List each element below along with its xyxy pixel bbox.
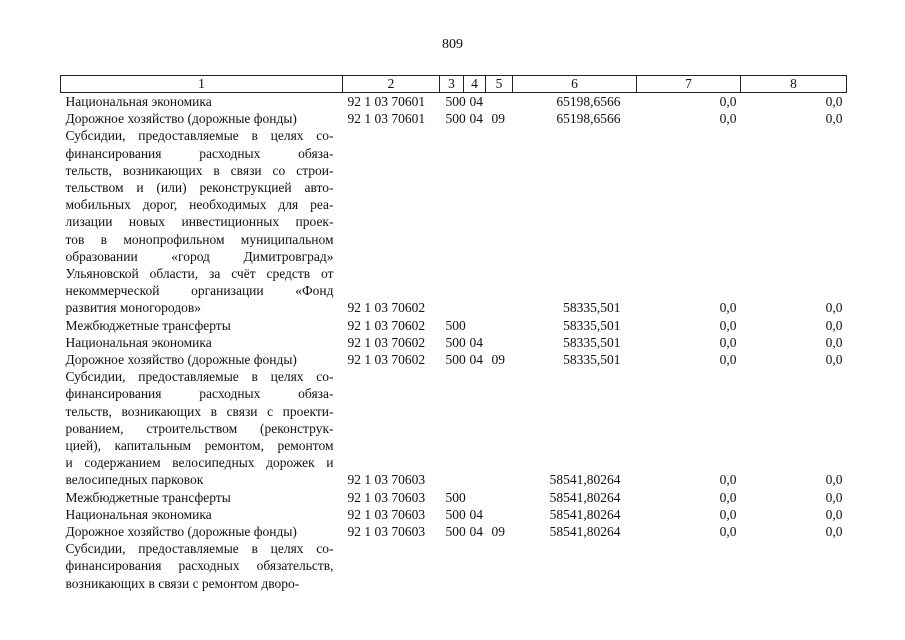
row-col-4 xyxy=(464,489,486,506)
row-code: 92 1 03 70602 xyxy=(347,352,426,368)
row-code: 92 1 03 70602 xyxy=(347,300,426,316)
row-col-5 xyxy=(486,127,513,316)
row-col-3: 500 xyxy=(445,94,466,109)
row-col-7: 0,0 xyxy=(719,489,737,505)
row-amount: 58541,80264 xyxy=(549,472,621,488)
row-name-line: некоммерческой организации «Фонд xyxy=(65,283,334,299)
row-amount: 65198,6566 xyxy=(556,111,621,127)
header-col-7: 7 xyxy=(637,76,741,93)
row-col-7: 0,0 xyxy=(719,472,737,488)
row-name xyxy=(61,368,343,488)
row-name xyxy=(61,93,343,111)
row-amount xyxy=(513,540,637,592)
row-col-3: 500 xyxy=(445,506,466,522)
row-col-4 xyxy=(464,317,486,334)
row-name-line: Дорожное хозяйство (дорожные фонды) xyxy=(65,524,297,540)
row-code: 92 1 03 70602 xyxy=(347,317,426,333)
row-col-8: 0,0 xyxy=(825,334,843,350)
header-col-2: 2 xyxy=(343,76,440,93)
row-col-4 xyxy=(464,368,486,488)
row-col-4: 04 xyxy=(469,94,483,109)
table-row xyxy=(61,351,847,368)
row-col-8: 0,0 xyxy=(825,317,843,333)
row-name-line: велосипедных парковок xyxy=(65,472,204,488)
row-col-7: 0,0 xyxy=(719,317,737,333)
row-name-line: финансирования расходных обяза- xyxy=(65,145,334,161)
row-col-3 xyxy=(440,127,464,316)
row-col-4: 04 xyxy=(469,334,483,350)
row-col-3: 500 xyxy=(445,317,466,333)
row-name xyxy=(61,523,343,540)
row-col-8: 0,0 xyxy=(825,524,843,540)
row-col-5 xyxy=(486,368,513,488)
row-name-line: Национальная экономика xyxy=(65,506,212,522)
row-code: 92 1 03 70603 xyxy=(347,524,426,540)
row-name-line: Субсидии, предоставляемые в целях со- xyxy=(65,128,334,144)
row-name-line: цией), капитальным ремонтом, ремонтом xyxy=(65,438,334,454)
row-name-line: образовании «город Димитровград» xyxy=(65,248,334,264)
row-col-4 xyxy=(464,540,486,592)
row-name-line: финансирования расходных обяза- xyxy=(65,386,334,402)
row-col-5 xyxy=(486,317,513,334)
row-name-line: Субсидии, предоставляемые в целях со- xyxy=(65,541,334,557)
row-col-5: 09 xyxy=(491,524,505,540)
row-col-5 xyxy=(486,489,513,506)
row-col-4 xyxy=(464,127,486,316)
row-col-3: 500 xyxy=(445,334,466,350)
header-col-1: 1 xyxy=(61,76,343,93)
row-code: 92 1 03 70601 xyxy=(347,111,426,127)
row-amount: 58541,80264 xyxy=(549,524,621,540)
row-name xyxy=(61,489,343,506)
row-amount: 58335,501 xyxy=(563,352,621,368)
row-amount: 58335,501 xyxy=(563,317,621,333)
table-row xyxy=(61,127,847,316)
row-col-5 xyxy=(486,93,513,111)
row-name-line: финансирования расходных обязательств, xyxy=(65,558,334,574)
row-amount: 58335,501 xyxy=(563,300,621,316)
row-amount: 58335,501 xyxy=(563,334,621,350)
row-name xyxy=(61,127,343,316)
row-name-line: Субсидии, предоставляемые в целях со- xyxy=(65,369,334,385)
row-col-3: 500 xyxy=(445,352,466,368)
row-col-4: 04 xyxy=(469,352,483,368)
row-code: 92 1 03 70603 xyxy=(347,489,426,505)
row-col-7: 0,0 xyxy=(719,111,737,127)
row-col-8: 0,0 xyxy=(825,506,843,522)
row-name xyxy=(61,351,343,368)
row-col-4: 04 xyxy=(469,111,483,127)
row-name-line: Дорожное хозяйство (дорожные фонды) xyxy=(65,111,297,127)
row-name xyxy=(61,317,343,334)
row-name-line: тов в монопрофильном муниципальном xyxy=(65,231,334,247)
row-col-4: 04 xyxy=(469,506,483,522)
row-name xyxy=(61,540,343,592)
row-col-3: 500 xyxy=(445,489,466,505)
row-code xyxy=(343,540,440,592)
row-col-7: 0,0 xyxy=(719,300,737,316)
row-col-8: 0,0 xyxy=(825,472,843,488)
row-amount: 65198,6566 xyxy=(556,94,621,109)
table-row xyxy=(61,110,847,127)
row-col-8 xyxy=(741,540,847,592)
header-col-3: 3 xyxy=(440,76,464,93)
row-col-5: 09 xyxy=(491,352,505,368)
table-row xyxy=(61,540,847,592)
header-col-8: 8 xyxy=(741,76,847,93)
row-col-3: 500 xyxy=(445,111,466,127)
table-row xyxy=(61,523,847,540)
row-code: 92 1 03 70603 xyxy=(347,506,426,522)
row-name-line: мобильных дорог, необходимых для реа- xyxy=(65,197,334,213)
row-col-5 xyxy=(486,506,513,523)
row-name-line: и содержанием велосипедных дорожек и xyxy=(65,455,334,471)
row-name-line: тельств, возникающих в связи с проекти- xyxy=(65,403,334,419)
row-col-8: 0,0 xyxy=(825,489,843,505)
row-name-line: рованием, строительством (реконструк- xyxy=(65,420,334,436)
row-amount: 58541,80264 xyxy=(549,489,621,505)
row-code: 92 1 03 70601 xyxy=(347,94,426,109)
row-name-line: Межбюджетные трансферты xyxy=(65,489,231,505)
header-row xyxy=(61,76,847,93)
row-name-line: лизации новых инвестиционных проек- xyxy=(65,214,334,230)
table-row xyxy=(61,506,847,523)
budget-table xyxy=(60,75,847,592)
row-name-line: Межбюджетные трансферты xyxy=(65,317,231,333)
page-number: 809 xyxy=(442,37,463,52)
table-row xyxy=(61,317,847,334)
row-name xyxy=(61,110,343,127)
row-col-7: 0,0 xyxy=(719,352,737,368)
row-name xyxy=(61,334,343,351)
row-col-3 xyxy=(440,368,464,488)
row-col-4: 04 xyxy=(469,524,483,540)
row-name-line: тельств, возникающих в связи со строи- xyxy=(65,162,334,178)
table-row xyxy=(61,334,847,351)
row-col-8: 0,0 xyxy=(825,111,843,127)
row-name-line: тельством и (или) реконструкцией авто- xyxy=(65,180,334,196)
row-col-5: 09 xyxy=(491,111,505,127)
header-col-6: 6 xyxy=(513,76,637,93)
row-col-7: 0,0 xyxy=(719,506,737,522)
row-name-line: возникающих в связи с ремонтом дворо- xyxy=(65,575,300,591)
row-col-8: 0,0 xyxy=(825,352,843,368)
row-col-3 xyxy=(440,540,464,592)
header-col-5: 5 xyxy=(486,76,513,93)
row-name-line: Национальная экономика xyxy=(65,334,212,350)
row-col-7: 0,0 xyxy=(719,334,737,350)
row-col-8: 0,0 xyxy=(825,300,843,316)
row-col-7: 0,0 xyxy=(719,94,737,109)
row-col-5 xyxy=(486,540,513,592)
row-code: 92 1 03 70603 xyxy=(347,472,426,488)
row-name-line: Дорожное хозяйство (дорожные фонды) xyxy=(65,352,297,368)
row-col-7 xyxy=(637,540,741,592)
row-code: 92 1 03 70602 xyxy=(347,334,426,350)
table-body xyxy=(61,93,847,592)
table-row xyxy=(61,489,847,506)
row-col-7: 0,0 xyxy=(719,524,737,540)
row-name xyxy=(61,506,343,523)
table-row xyxy=(61,368,847,488)
row-col-3: 500 xyxy=(445,524,466,540)
row-col-5 xyxy=(486,334,513,351)
row-name-line: Национальная экономика xyxy=(65,94,212,109)
row-name-line: развития моногородов» xyxy=(65,300,201,316)
header-col-4: 4 xyxy=(464,76,486,93)
row-name-line: Ульяновской области, за счёт средств от xyxy=(65,266,334,282)
row-amount: 58541,80264 xyxy=(549,506,621,522)
table-row xyxy=(61,93,847,111)
row-col-8: 0,0 xyxy=(825,94,843,109)
